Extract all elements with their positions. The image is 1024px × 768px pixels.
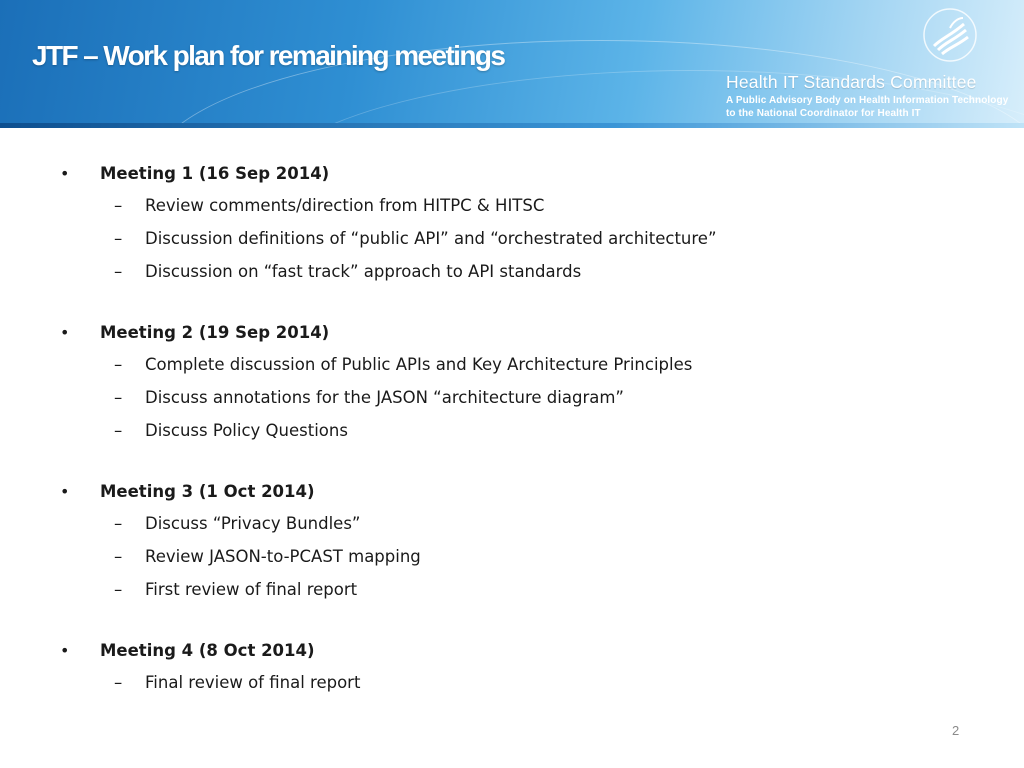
meeting-1 xyxy=(60,159,980,288)
dash-icon: – xyxy=(114,229,123,248)
meeting-3 xyxy=(60,477,980,606)
bullet-icon: • xyxy=(60,164,70,183)
agenda-item-text: Complete discussion of Public APIs and Key Architecture Principles xyxy=(145,355,693,374)
agenda-item-text: First review of final report xyxy=(145,580,358,599)
bullet-icon: • xyxy=(60,641,70,660)
bullet-icon: • xyxy=(60,482,70,501)
dash-icon: – xyxy=(114,547,123,566)
dash-icon: – xyxy=(114,673,123,692)
meeting-heading xyxy=(60,636,980,666)
page-number: 2 xyxy=(952,723,960,738)
org-name: Health IT Standards Committee xyxy=(726,72,977,92)
meeting-title: Meeting 1 (16 Sep 2014) xyxy=(100,164,330,183)
org-tagline: to the National Coordinator for Health IT xyxy=(726,108,921,119)
agenda-item xyxy=(60,666,980,699)
agenda-item-text: Review JASON-to-PCAST mapping xyxy=(145,547,421,566)
agenda-item xyxy=(60,414,980,447)
meeting-title: Meeting 3 (1 Oct 2014) xyxy=(100,482,315,501)
meeting-heading xyxy=(60,477,980,507)
meeting-heading xyxy=(60,159,980,189)
dash-icon: – xyxy=(114,421,123,440)
dash-icon: – xyxy=(114,355,123,374)
meeting-2 xyxy=(60,318,980,447)
agenda-item-text: Discuss “Privacy Bundles” xyxy=(145,514,361,533)
meeting-title: Meeting 4 (8 Oct 2014) xyxy=(100,641,315,660)
agenda-item xyxy=(60,507,980,540)
agenda-item-text: Discuss Policy Questions xyxy=(145,421,348,440)
dash-icon: – xyxy=(114,580,123,599)
agenda-item xyxy=(60,381,980,414)
bullet-icon: • xyxy=(60,323,70,342)
meeting-4 xyxy=(60,636,980,699)
header-banner xyxy=(0,0,1024,127)
dash-icon: – xyxy=(114,388,123,407)
slide-body xyxy=(60,159,980,729)
meeting-heading xyxy=(60,318,980,348)
agenda-item-text: Discussion on “fast track” approach to API standards xyxy=(145,262,582,281)
agenda-item xyxy=(60,348,980,381)
org-tagline: A Public Advisory Body on Health Information Technology xyxy=(726,95,1009,106)
banner-divider xyxy=(0,123,1024,128)
slide-title: JTF – Work plan for remaining meetings xyxy=(32,40,505,71)
agenda-item-text: Final review of final report xyxy=(145,673,361,692)
agenda-item-text: Review comments/direction from HITPC & HITSC xyxy=(145,196,545,215)
agenda-item-text: Discussion definitions of “public API” and “orchestrated architecture” xyxy=(145,229,717,248)
agenda-item xyxy=(60,222,980,255)
agenda-item xyxy=(60,573,980,606)
agenda-item xyxy=(60,189,980,222)
hhs-eagle-logo-icon xyxy=(920,6,980,64)
agenda-item xyxy=(60,255,980,288)
agenda-item xyxy=(60,540,980,573)
dash-icon: – xyxy=(114,262,123,281)
dash-icon: – xyxy=(114,196,123,215)
dash-icon: – xyxy=(114,514,123,533)
meeting-title: Meeting 2 (19 Sep 2014) xyxy=(100,323,330,342)
agenda-item-text: Discuss annotations for the JASON “architecture diagram” xyxy=(145,388,624,407)
